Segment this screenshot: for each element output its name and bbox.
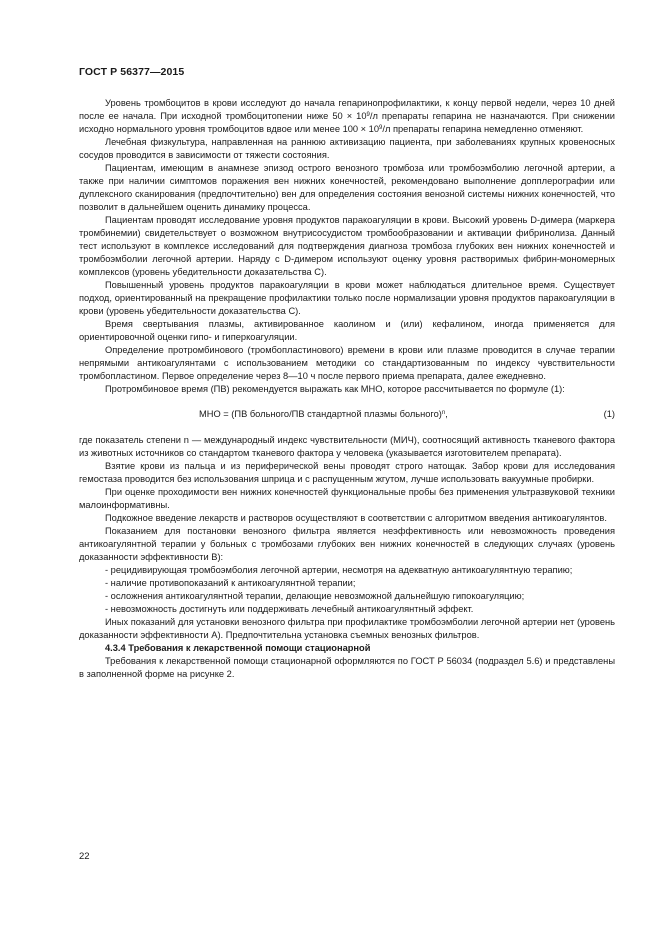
text-run: Уровень тромбоцитов в крови исследуют до начала гепаринопрофилактики, к концу первой недели, через 10 дней после ее начала. При исходной тромбоцитопении ниже 50 × 10: [79, 98, 615, 121]
paragraph-functional-tests: При оценке проходимости вен нижних конечностей функциональные пробы без применения ультразвуковой техники малоинформативны.: [79, 487, 615, 510]
paragraph-d-dimer: Пациентам проводят исследование уровня продуктов паракоагуляции в крови. Высокий уровень D-димера (маркера тромбинемии) свидетельствует о возможном внутрисосудистом тромбообразовании и активации фибринолиза. Данный тест используют в комплексе исследований для подтверждения диагноза тромбоза глубоких вен нижних конечностей и тромбоэмболии легочной артерии. Наряду с D-димером используют оценку уровня растворимых фибрин-мономерных комплексов (уровень убедительности доказательства С).: [79, 215, 615, 277]
paragraph-prothrombin: Определение протромбинового (тромбопластинового) времени в крови или плазме проводится в случае терапии непрямыми антикоагулянтами с использованием методики со стандартизованным по индексу чувствительности тромбопластином. Первое определение через 8—10 ч после первого приема препарата, далее ежедневно.: [79, 345, 615, 381]
formula-inr: [79, 408, 615, 421]
superscript: 9: [366, 112, 370, 118]
paragraph-isi: где показатель степени n — международный индекс чувствительности (МИЧ), соотносящий активность тканевого фактора из животных источников со стандартом тканевого фактора у человека (указывается изготовителем препарата).: [79, 435, 615, 458]
list-item: - рецидивирующая тромбоэмболия легочной артерии, несмотря на адекватную антикоагулянтную терапию;: [105, 565, 573, 575]
paragraph-subcutaneous: Подкожное введение лекарств и растворов осуществляют в соответствии с алгоритмом введения антикоагулянтов.: [105, 513, 607, 523]
formula-exponent: n: [441, 410, 446, 416]
paragraph-vena-cava-filter: Показанием для постановки венозного фильтра является неэффективность или невозможность проведения антикоагулянтной терапии у больных с тромбозами глубоких вен нижних конечностей в следующих случаях (уровень доказанности эффективности В):: [79, 526, 615, 562]
list-item: - осложнения антикоагулянтной терапии, делающие невозможной дальнейшую гипокоагуляцию;: [105, 591, 525, 601]
formula-comma: ,: [445, 409, 448, 419]
paragraph-doppler: Пациентам, имеющим в анамнезе эпизод острого венозного тромбоза или тромбоэмболию легочной артерии, а также при наличии симптомов поражения вен нижних конечностей, рекомендовано выполнение допплерографии или дуплексного сканирования (предпочтительно) вен для определения состояния венозной системы нижних конечностей, что позволит в дальнейшем оценить динамику процесса.: [79, 163, 615, 212]
formula-number: (1): [603, 409, 615, 419]
section-heading: 4.3.4 Требования к лекарственной помощи стационарной: [105, 643, 371, 653]
list-item: - невозможность достигнуть или поддерживать лечебный антикоагулянтный эффект.: [105, 604, 474, 614]
paragraph-inr-intro: Протромбиновое время (ПВ) рекомендуется выражать как МНО, которое рассчитывается по формуле (1):: [105, 384, 565, 394]
document-body: [79, 97, 615, 681]
document-header: ГОСТ Р 56377—2015: [79, 66, 185, 78]
paragraph-blood-sampling: Взятие крови из пальца и из периферической вены проводят строго натощак. Забор крови для исследования гемостаза проводится без использования шприца и с распущенным жгутом, лучше использовать вакуумные пробирки.: [79, 461, 615, 484]
paragraph-no-other-indications: Иных показаний для установки венозного фильтра при профилактике тромбоэмболии легочной артерии нет (уровень доказанности эффективности А). Предпочтительна установка съемных венозных фильтров.: [79, 617, 615, 640]
superscript: 9: [379, 125, 383, 131]
paragraph-paracoagulation: Повышенный уровень продуктов паракоагуляции в крови может наблюдаться длительное время. Существует подход, ориентированный на прекращение профилактики только после нормализации уровня продуктов паракоагуляции в крови (уровень убедительности доказательства С).: [79, 280, 615, 316]
paragraph-exercise-therapy: Лечебная физкультура, направленная на раннюю активизацию пациента, при заболеваниях крупных кровеносных сосудов проводится в зависимости от тяжести состояния.: [79, 137, 615, 160]
formula-expression: [199, 408, 448, 421]
paragraph-platelets: [79, 97, 615, 136]
paragraph-drug-care: Требования к лекарственной помощи стационарной оформляются по ГОСТ Р 56034 (подраздел 5.6) и представлены в заполненной форме на рисунке 2.: [79, 656, 615, 679]
page-number: 22: [79, 851, 90, 862]
text-run: /л препараты гепарина не назначаются. При снижении исходно нормального уровня тромбоцитов вдвое или менее 100 × 10: [79, 111, 615, 134]
text-run: /л препараты гепарина немедленно отменяют.: [382, 124, 584, 134]
paragraph-clotting-time: Время свертывания плазмы, активированное каолином и (или) кефалином, иногда применяется для ориентировочной оценки гипо- и гиперкоагуляции.: [79, 319, 615, 342]
formula-text: МНО = (ПВ больного/ПВ стандартной плазмы больного): [199, 409, 442, 419]
list-item: - наличие противопоказаний к антикоагулянтной терапии;: [105, 578, 356, 588]
